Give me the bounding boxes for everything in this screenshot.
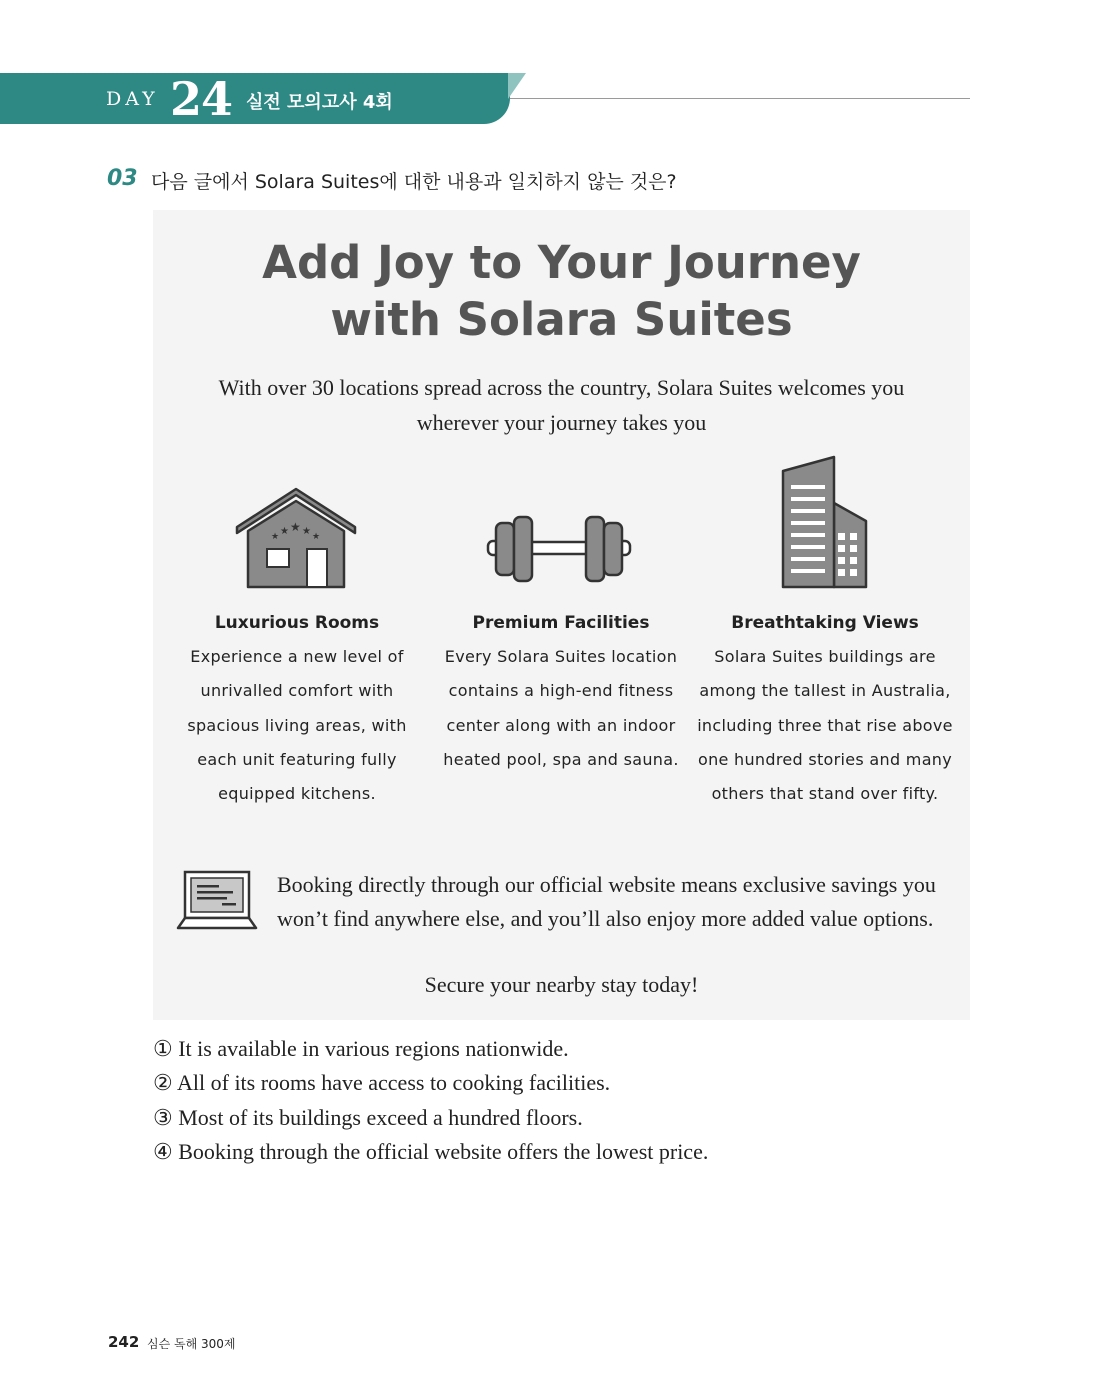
house-icon <box>231 487 361 596</box>
question-number: 03 <box>107 166 138 191</box>
call-to-action: Secure your nearby stay today! <box>424 972 699 997</box>
svg-text:★: ★ <box>290 520 301 534</box>
page-number: 242 <box>108 1333 140 1351</box>
svg-text:★: ★ <box>302 526 311 537</box>
svg-text:★: ★ <box>280 526 289 537</box>
feature-title: Luxurious Rooms <box>214 613 380 633</box>
buildings-icon <box>780 455 870 593</box>
feature-description: Solara Suites buildings are among the tallest in Australia, including three that rise above one hundred stories and many others that stand over fifty. <box>697 647 953 804</box>
header-notch-decoration <box>508 73 526 99</box>
feature-title: Premium Facilities <box>472 613 650 633</box>
advertisement-panel <box>153 210 970 1020</box>
answer-option-1[interactable]: ① It is available in various regions nationwide. <box>153 1036 569 1061</box>
question-prompt: 다음 글에서 Solara Suites에 대한 내용과 일치하지 않는 것은? <box>151 171 677 193</box>
feature-description: Experience a new level of unrivalled comfort with spacious living areas, with each unit featuring fully equipped kitchens. <box>187 647 407 804</box>
day-number: 24 <box>170 72 233 126</box>
answer-option-2[interactable]: ② All of its rooms have access to cooking facilities. <box>153 1070 611 1096</box>
ad-headline-line2: with Solara Suites <box>330 293 793 346</box>
feature-luxurious-rooms <box>165 606 429 811</box>
feature-breathtaking-views <box>693 606 957 811</box>
ad-headline-line1: Add Joy to Your Journey <box>262 236 861 289</box>
answer-option-4[interactable]: ④ Booking through the official website offers the lowest price. <box>153 1138 709 1164</box>
feature-premium-facilities <box>429 606 693 777</box>
feature-title: Breathtaking Views <box>731 613 919 633</box>
answer-option-3[interactable]: ③ Most of its buildings exceed a hundred floors. <box>153 1104 583 1130</box>
laptop-icon <box>176 870 258 936</box>
booking-text: Booking directly through our official website means exclusive savings you won’t find anywhere else, and you’ll also enjoy more added value options. <box>277 872 936 931</box>
svg-text:★: ★ <box>271 532 280 542</box>
feature-description: Every Solara Suites location contains a high-end fitness center along with an indoor heated pool, spa and sauna. <box>443 647 679 769</box>
day-label: DAY <box>106 88 159 110</box>
svg-text:★: ★ <box>312 532 321 542</box>
section-title: 실전 모의고사 4회 <box>246 92 393 113</box>
ad-headline <box>153 234 970 348</box>
header-rule <box>510 98 970 99</box>
ad-intro-text: With over 30 locations spread across the country, Solara Suites welcomes you wherever your journey takes you <box>218 375 905 435</box>
book-title: 심슨 독해 300제 <box>147 1337 236 1351</box>
dumbbell-icon <box>485 513 633 589</box>
answer-options <box>153 1032 708 1169</box>
